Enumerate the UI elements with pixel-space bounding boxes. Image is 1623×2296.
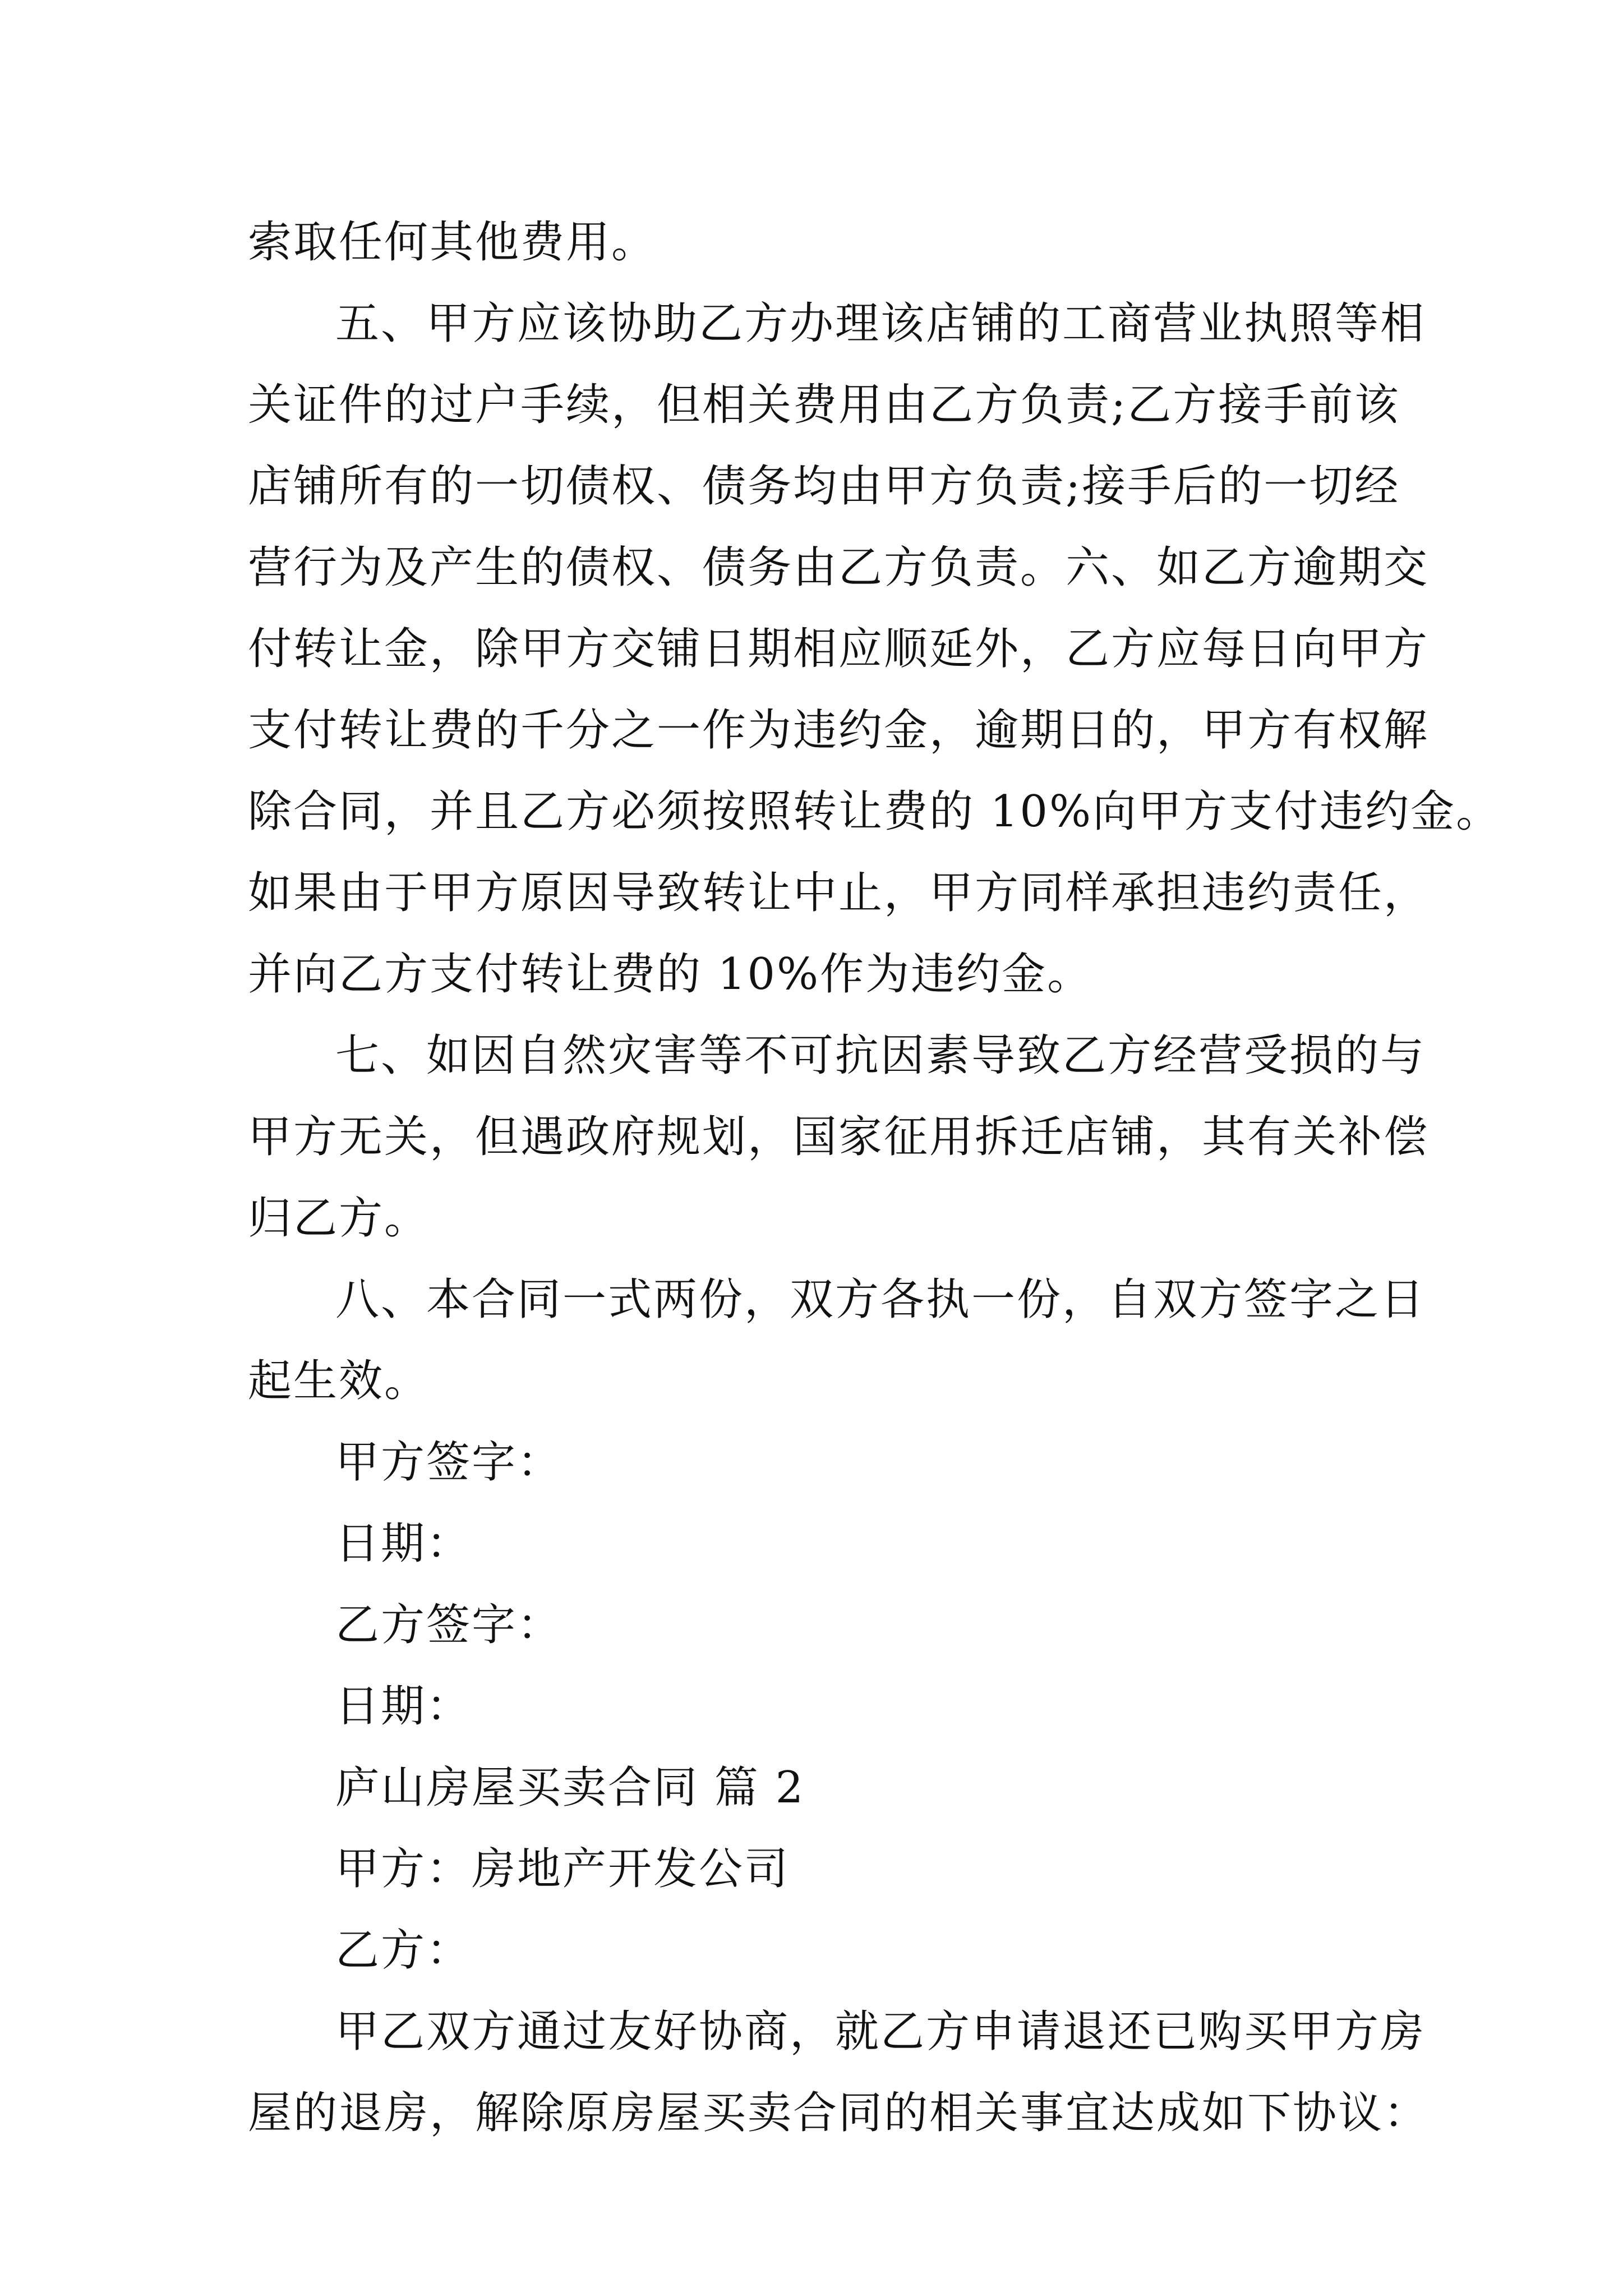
clause-eight-line: 起生效。 [248, 1356, 430, 1406]
section-title: 庐山房屋买卖合同 篇 2 [335, 1763, 805, 1813]
clause-six-line: 支付转让费的千分之一作为违约金，逾期日的，甲方有权解 [248, 705, 1430, 756]
agreement-intro-line: 甲乙双方通过友好协商，就乙方申请退还已购买甲方房 [335, 2007, 1426, 2057]
clause-five-line: 五、甲方应该协助乙方办理该店铺的工商营业执照等相 [335, 298, 1426, 349]
party-a-signature-label: 甲方签字： [335, 1437, 563, 1488]
clause-six-line: 如果由于甲方原因导致转让中止，甲方同样承担违约责任， [248, 868, 1430, 918]
party-b-line: 乙方： [335, 1925, 472, 1976]
clause-seven-line: 归乙方。 [248, 1193, 430, 1244]
clause-seven-line: 七、如因自然灾害等不可抗因素导致乙方经营受损的与 [335, 1030, 1426, 1081]
date-label: 日期： [335, 1681, 472, 1732]
clause-six-line: 并向乙方支付转让费的 10%作为违约金。 [248, 949, 1093, 1000]
document-body [248, 202, 1502, 2154]
clause-five-six-line: 营行为及产生的债权、债务由乙方负责。六、如乙方逾期交 [248, 542, 1430, 593]
agreement-intro-line: 屋的退房，解除原房屋买卖合同的相关事宜达成如下协议： [248, 2088, 1430, 2138]
clause-five-line: 关证件的过户手续，但相关费用由乙方负责;乙方接手前该 [248, 380, 1400, 430]
clause-five-line: 店铺所有的一切债权、债务均由甲方负责;接手后的一切经 [248, 461, 1400, 512]
clause-six-line: 付转让金，除甲方交铺日期相应顺延外，乙方应每日向甲方 [248, 624, 1430, 674]
clause-seven-line: 甲方无关，但遇政府规划，国家征用拆迁店铺，其有关补偿 [248, 1112, 1430, 1162]
clause-eight-line: 八、本合同一式两份，双方各执一份，自双方签字之日 [335, 1274, 1426, 1325]
date-label: 日期： [335, 1519, 472, 1569]
clause-six-line: 除合同，并且乙方必须按照转让费的 10%向甲方支付违约金。 [248, 786, 1502, 837]
party-b-signature-label: 乙方签字： [335, 1600, 563, 1650]
party-a-line: 甲方：房地产开发公司 [335, 1844, 790, 1894]
paragraph-line-continuation: 索取任何其他费用。 [248, 217, 657, 268]
